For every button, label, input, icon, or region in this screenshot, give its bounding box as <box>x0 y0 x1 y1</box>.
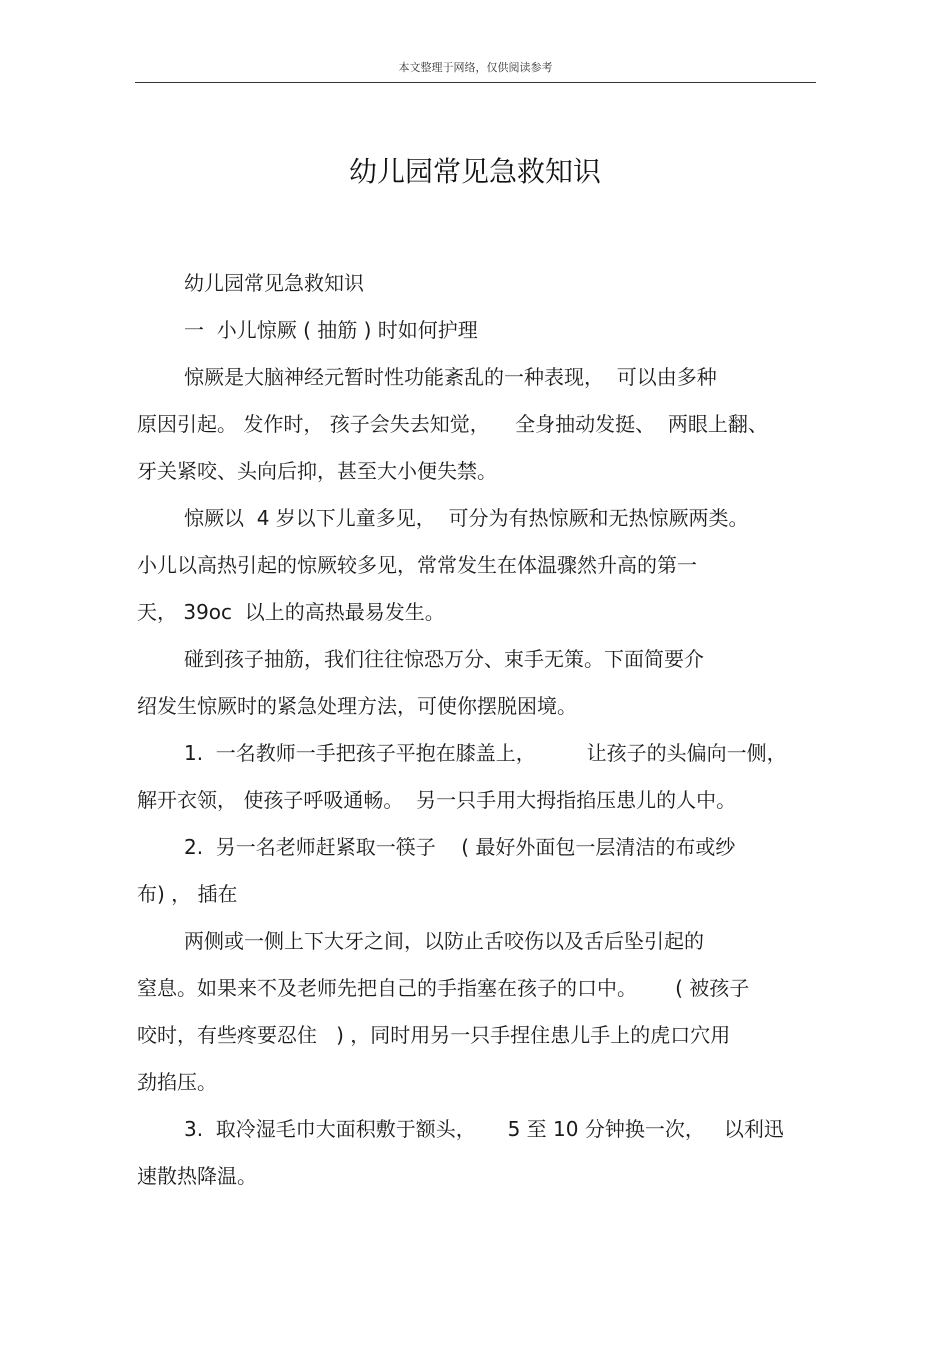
body-line: 天， 39oc 以上的高热最易发生。 <box>137 600 445 624</box>
header-text: 本文整理于网络，仅供阅读参考 <box>398 61 553 74</box>
body-line: 绍发生惊厥时的紧急处理方法，可使你摆脱困境。 <box>137 694 577 718</box>
body-line: 窒息。如果来不及老师先把自己的手指塞在孩子的口中。 ( 被孩子 <box>137 976 750 1000</box>
body-line: 原因引起。 发作时， 孩子会失去知觉， 全身抽动发挺、 两眼上翻、 <box>137 412 768 436</box>
body-line: 小儿以高热引起的惊厥较多见，常常发生在体温骤然升高的第一 <box>137 553 697 577</box>
body-line-step-3: 3. 取冷湿毛巾大面积敷于额头， 5 至 10 分钟换一次， 以利迅 <box>184 1117 784 1141</box>
body-line-subtitle: 幼儿园常见急救知识 <box>184 271 364 295</box>
body-line: 两侧或一侧上下大牙之间，以防止舌咬伤以及舌后坠引起的 <box>184 929 704 953</box>
body-line-step-2: 2. 另一名老师赶紧取一筷子 ( 最好外面包一层清洁的布或纱 <box>184 835 736 859</box>
body-line-section-heading: 一 小儿惊厥 ( 抽筋 ) 时如何护理 <box>184 318 478 342</box>
body-line: 牙关紧咬、头向后抑，甚至大小便失禁。 <box>137 459 497 483</box>
body-line: 碰到孩子抽筋，我们往往惊恐万分、束手无策。下面简要介 <box>184 647 704 671</box>
body-line: 惊厥是大脑神经元暂时性功能紊乱的一种表现， 可以由多种 <box>184 365 717 389</box>
body-line: 速散热降温。 <box>137 1164 257 1188</box>
body-line: 布) ， 插在 <box>137 882 238 906</box>
body-line: 惊厥以 4 岁以下儿童多见， 可分为有热惊厥和无热惊厥两类。 <box>184 506 749 530</box>
page-header <box>135 58 816 83</box>
document-title: 幼儿园常见急救知识 <box>348 155 601 188</box>
body-line: 劲掐压。 <box>137 1070 217 1094</box>
body-line: 咬时，有些疼要忍住 ) ，同时用另一只手捏住患儿手上的虎口穴用 <box>137 1023 731 1047</box>
body-line-step-1: 1. 一名教师一手把孩子平抱在膝盖上， 让孩子的头偏向一侧， <box>184 741 787 765</box>
body-line: 解开衣领， 使孩子呼吸通畅。 另一只手用大拇指掐压患儿的人中。 <box>137 788 737 812</box>
